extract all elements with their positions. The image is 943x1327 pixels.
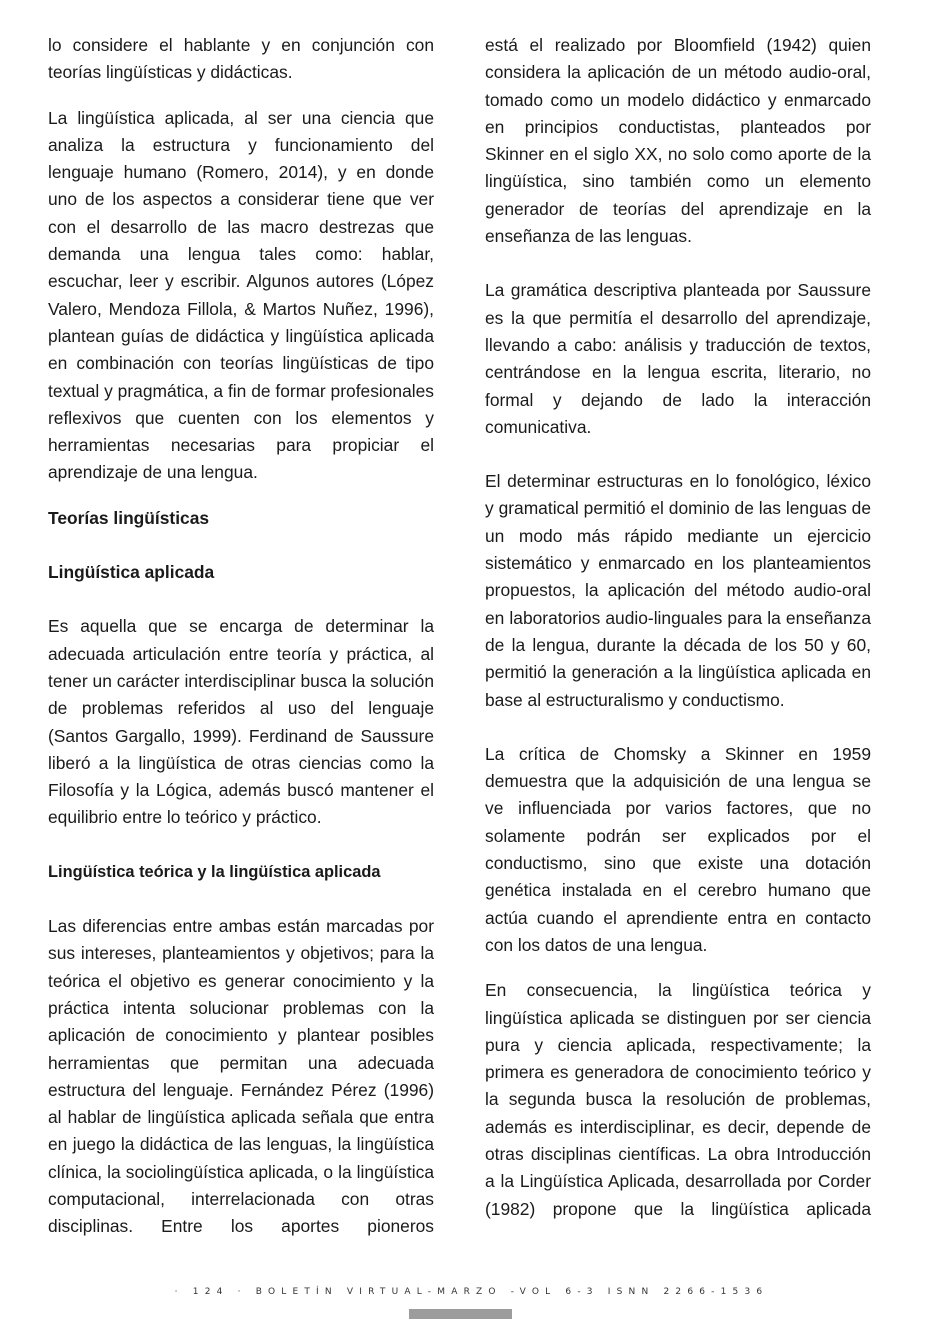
left-paragraph-4: Las diferencias entre ambas están marcadas por sus intereses, planteamientos y objetivos; para la teórica el objetivo es generar conocimiento y la práctica intenta solucionar problemas con la aplicación de conocimiento y plantear posibles herramientas que permitan una adecuada estructura del lenguaje. Fernández Pérez (1996) al hablar de lingüística aplicada señala que entra en juego la didáctica de las lenguas, la lingüística clínica, la sociolingüística aplicada, o la lingüística computacional, interrelacionada con otras disciplinas. Entre los aportes pioneros <box>48 916 434 1237</box>
left-paragraph-3: Es aquella que se encarga de determinar la adecuada articulación entre teoría y práctica, al tener un carácter interdisciplinar busca la solución de problemas referidos al uso del lenguaje (Santos Gargallo, 1999). Ferdinand de Saussure liberó a la lingüística de otras ciencias como la Filosofía y la Lógica, además buscó mantener el equilibrio entre lo teórico y práctico. <box>48 616 434 828</box>
left-paragraph-2: La lingüística aplicada, al ser una ciencia que analiza la estructura y funcionamiento del lenguaje humano (Romero, 2014), y en donde uno de los aspectos a considerar tiene que ver con el desarrollo de las macro destrezas que demanda una lengua tales como: hablar, escuchar, leer y escribir. Algunos autores (López Valero, Mendoza Fillola, & Martos Nuñez, 1996), plantean guías de didáctica y lingüística aplicada en combinación con teorías lingüísticas de tipo textual y pragmática, a fin de formar profesionales reflexivos que cuenten con los elementos y herramientas necesarias para propiciar el aprendizaje de una lengua. <box>48 107 434 483</box>
left-paragraph-1: lo considere el hablante y en conjunción con teorías lingüísticas y didácticas. <box>48 35 434 83</box>
heading-teorias-linguisticas: Teorías lingüísticas <box>48 507 210 528</box>
footer-decorative-bar <box>409 1309 512 1319</box>
right-paragraph-1: está el realizado por Bloomfield (1942) quien considera la aplicación de un método audio-oral, tomado como un modelo didáctico y enmarcado en principios conductistas, planteados por Skinner en el siglo XX, no solo como aporte de la lingüística, sino también como un elemento generador de teorías del aprendizaje en la enseñanza de las lenguas. <box>485 35 871 247</box>
right-paragraph-2: La gramática descriptiva planteada por Saussure es la que permitía el desarrollo del aprendizaje, llevando a cabo: análisis y traducción de textos, centrándose en la lengua escrita, literario, no formal y dejando de lado la interacción comunicativa. <box>485 280 871 437</box>
right-paragraph-3: El determinar estructuras en lo fonológico, léxico y gramatical permitió el dominio de las lenguas de un modo más rápido mediante un ejercicio sistemático y enmarcado en los planteamientos propuestos, la aplicación del método audio-oral en laboratorios audio-linguales para la enseñanza de la lengua, durante la década de los 50 y 60, permitió la generación a la lingüística aplicada en base al estructuralismo y conductismo. <box>485 471 871 710</box>
page-footer: · 124 · BOLETÍN VIRTUAL-MARZO -VOL 6-3 ISNN 2266-1536 <box>174 1287 769 1297</box>
heading-linguistica-aplicada: Lingüística aplicada <box>48 562 215 583</box>
right-column <box>485 32 871 1241</box>
right-paragraph-5: En consecuencia, la lingüística teórica y lingüística aplicada se distinguen por ser ciencia pura y ciencia aplicada, respectivamente; la primera es generadora de conocimiento teórico y la segunda busca la resolución de problemas, además es interdisciplinar, es decir, depende de otras disciplinas científicas. La obra Introducción a la Lingüística Aplicada, desarrollada por Corder (1982) propone que la lingüística aplicada <box>485 980 871 1219</box>
heading-linguistica-teorica: Lingüística teórica y la lingüística aplicada <box>48 862 381 881</box>
right-paragraph-4: La crítica de Chomsky a Skinner en 1959 demuestra que la adquisición de una lengua se ve influenciada por varios factores, que no solamente podrán ser explicados por el conductismo, sino que existe una dotación genética instalada en el cerebro humano que actúa cuando el aprendiente entra en contacto con los datos de una lengua. <box>485 743 871 955</box>
left-column <box>48 32 434 1259</box>
